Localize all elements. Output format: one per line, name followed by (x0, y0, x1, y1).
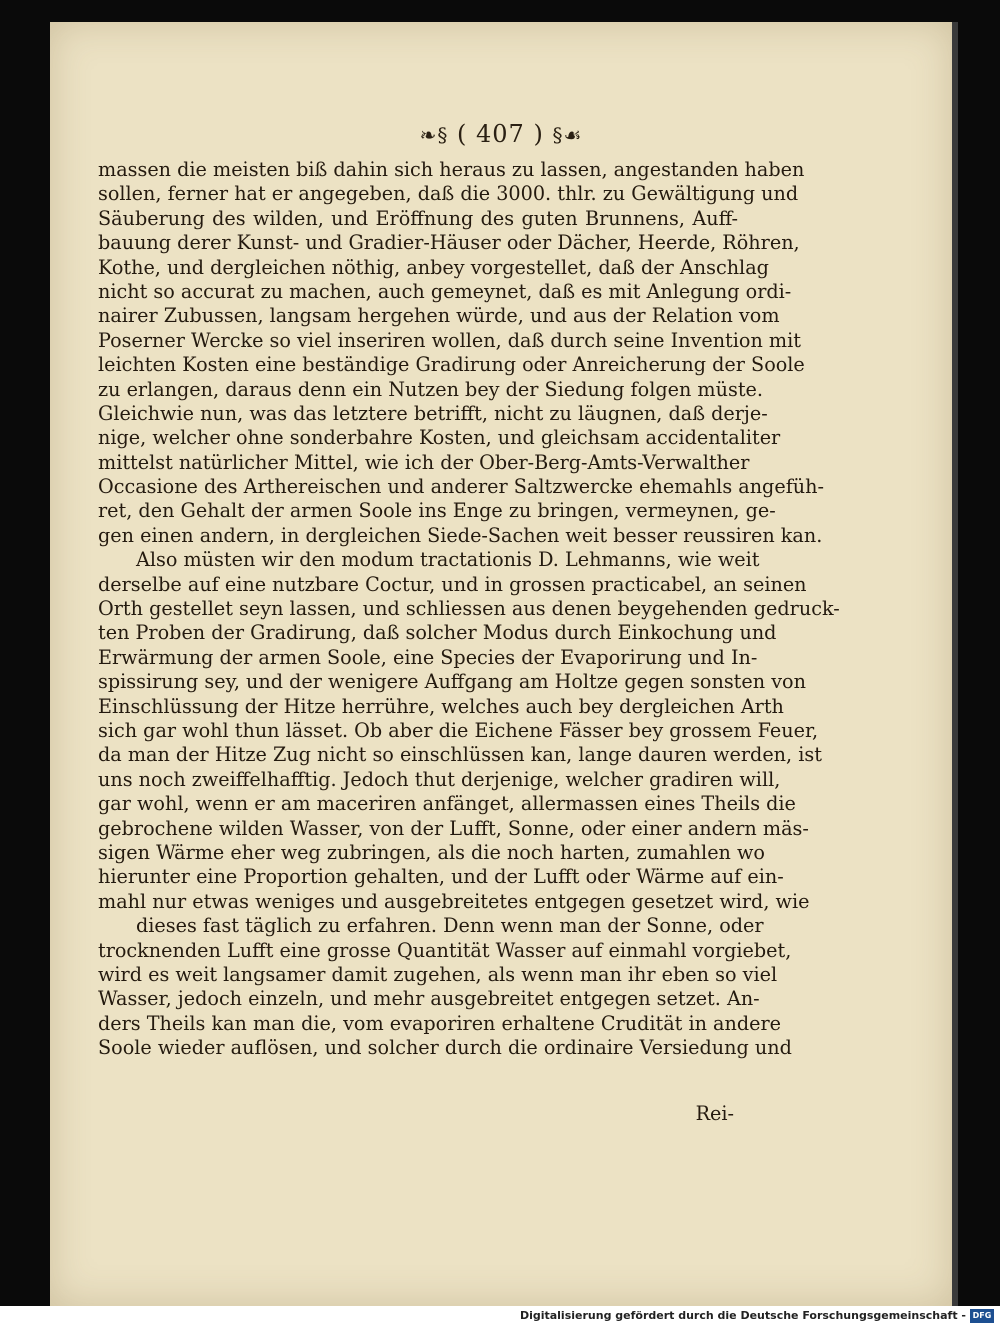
text-line: wird es weit langsamer damit zugehen, als wenn man ihr eben so viel (98, 962, 778, 986)
text-line: Erwärmung der armen Soole, eine Species der Evaporirung und In- (98, 645, 758, 669)
text-line: Also müsten wir den modum tractationis D. Lehmanns, wie weit (136, 548, 760, 572)
text-line: derselbe auf eine nutzbare Coctur, und in grossen practicabel, an seinen (98, 572, 807, 596)
text-line: ders Theils kan man die, vom evaporiren erhaltene Crudität in andere (98, 1011, 782, 1035)
text-line: trocknenden Lufft eine grosse Quantität Wasser auf einmahl vorgiebet, (98, 938, 792, 962)
text-line: uns noch zweiffelhafftig. Jedoch thut derjenige, welcher gradiren will, (98, 767, 781, 791)
text-line: mahl nur etwas weniges und ausgebreitetes entgegen gesetzet wird, wie (98, 889, 810, 913)
text-line: ten Proben der Gradirung, daß solcher Modus durch Einkochung und (98, 621, 777, 645)
text-line: Orth gestellet seyn lassen, und schliessen aus denen beygehenden gedruck- (98, 597, 840, 621)
text-line: Säuberung des wilden, und Eröffnung des guten Brunnens, Auff- (98, 206, 738, 230)
text-line: leichten Kosten eine beständige Gradirung oder Anreicherung der Soole (98, 353, 805, 377)
footer-bar (0, 1306, 1000, 1326)
text-line: sich gar wohl thun lässet. Ob aber die Eichene Fässer bey grossem Feuer, (98, 718, 819, 742)
dfg-logo: DFG (970, 1309, 994, 1323)
text-line: Poserner Wercke so viel inseriren wollen, daß durch seine Invention mit (98, 328, 801, 352)
ornament-right-icon: §☙ (552, 123, 583, 147)
text-line: nairer Zubussen, langsam hergehen würde, und aus der Relation vom (98, 304, 780, 328)
page-number: ( 407 ) (457, 120, 544, 148)
text-line: zu erlangen, daraus denn ein Nutzen bey der Siedung folgen müste. (98, 377, 763, 401)
text-line: Occasione des Arthereischen und anderer Saltzwercke ehemahls angefüh- (98, 475, 824, 499)
catchword: Rei- (695, 1102, 734, 1125)
page-header (50, 120, 952, 148)
text-line: ret, den Gehalt der armen Soole ins Enge zu bringen, vermeynen, ge- (98, 499, 776, 523)
text-line: Wasser, jedoch einzeln, und mehr ausgebreitet entgegen setzet. An- (98, 987, 760, 1011)
text-line: sollen, ferner hat er angegeben, daß die 3000. thlr. zu Gewältigung und (98, 182, 799, 206)
book-page (50, 22, 952, 1306)
text-line: da man der Hitze Zug nicht so einschlüssen kan, lange dauren werden, ist (98, 743, 822, 767)
text-line: hierunter eine Proportion gehalten, und der Lufft oder Wärme auf ein- (98, 865, 784, 889)
ornament-left-icon: ❧§ (419, 123, 449, 147)
text-line: gar wohl, wenn er am maceriren anfänget, allermassen eines Theils die (98, 792, 796, 816)
text-line: Gleichwie nun, was das letztere betrifft, nicht zu läugnen, daß derje- (98, 401, 768, 425)
page-body-text (98, 158, 840, 1060)
page-edge-shadow (952, 22, 958, 1306)
text-line: Einschlüssung der Hitze herrühre, welches auch bey dergleichen Arth (98, 694, 784, 718)
text-line: sigen Wärme eher weg zubringen, als die noch harten, zumahlen wo (98, 840, 765, 864)
text-line: mittelst natürlicher Mittel, wie ich der Ober-Berg-Amts-Verwalther (98, 450, 750, 474)
text-line: gen einen andern, in dergleichen Siede-Sachen weit besser reussiren kan. (98, 523, 823, 547)
footer-credit-text: Digitalisierung gefördert durch die Deutsche Forschungsgemeinschaft - (519, 1309, 966, 1322)
text-line: Kothe, und dergleichen nöthig, anbey vorgestellet, daß der Anschlag (98, 255, 769, 279)
text-line: dieses fast täglich zu erfahren. Denn wenn man der Sonne, oder (136, 914, 764, 938)
text-line: nige, welcher ohne sonderbahre Kosten, und gleichsam accidentaliter (98, 426, 781, 450)
text-line: spissirung sey, und der wenigere Auffgang am Holtze gegen sonsten von (98, 670, 806, 694)
text-line: Soole wieder auflösen, und solcher durch die ordinaire Versiedung und (98, 1036, 792, 1060)
text-line: massen die meisten biß dahin sich heraus zu lassen, angestanden haben (98, 158, 805, 181)
text-line: gebrochene wilden Wasser, von der Lufft, Sonne, oder einer andern mäs- (98, 816, 809, 840)
text-line: nicht so accurat zu machen, auch gemeynet, daß es mit Anlegung ordi- (98, 279, 792, 303)
text-line: bauung derer Kunst- und Gradier-Häuser oder Dächer, Heerde, Röhren, (98, 231, 800, 255)
